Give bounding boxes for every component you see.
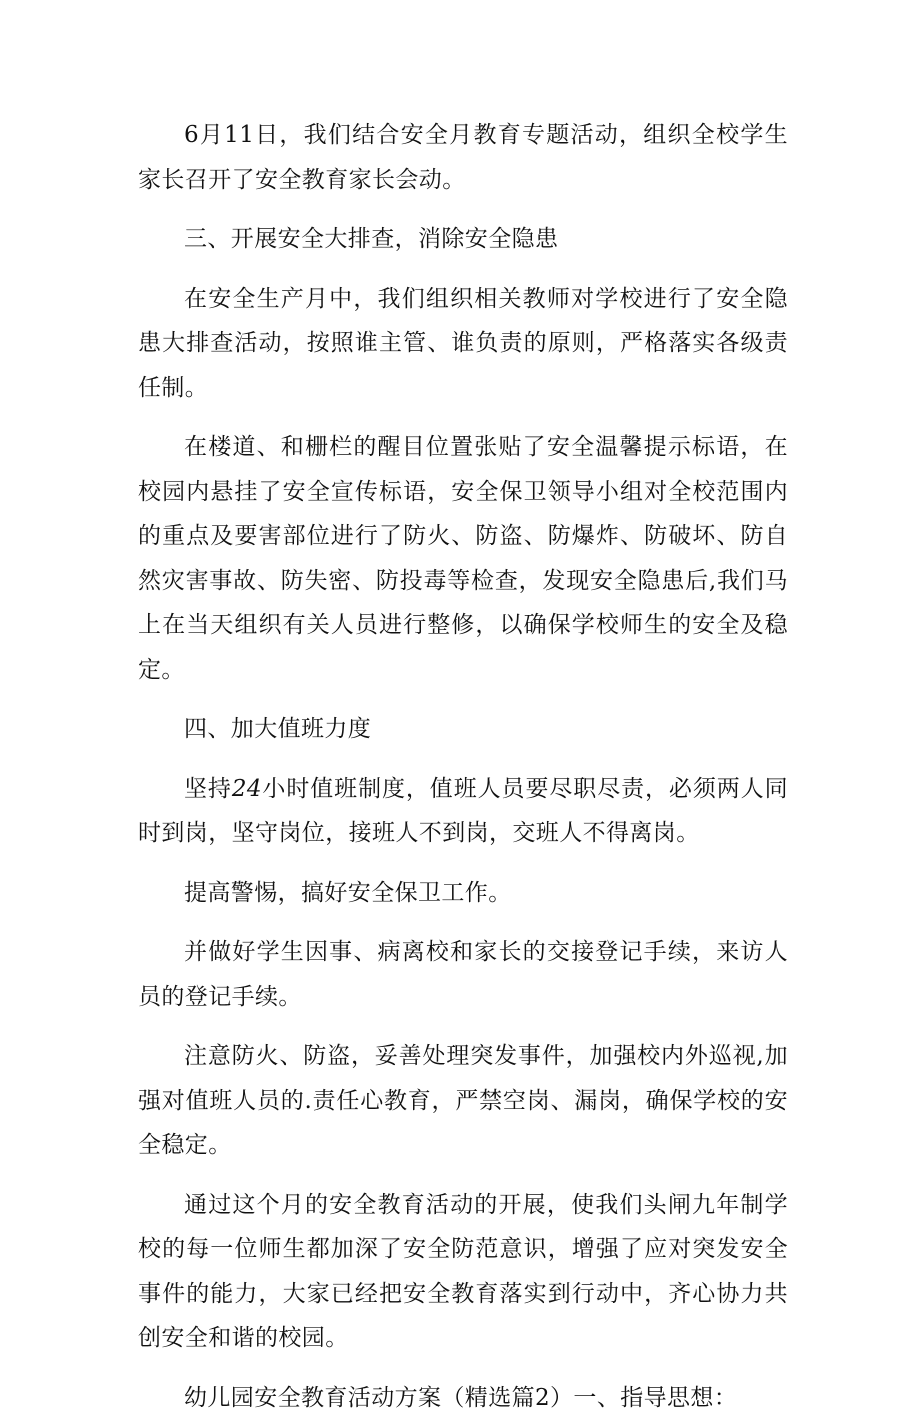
section-heading-safety-inspection: 三、开展安全大排查，消除安全隐患 <box>138 217 788 262</box>
duty-prefix: 坚持 <box>184 776 232 802</box>
paragraph-safety-slogans: 在楼道、和栅栏的醒目位置张贴了安全温馨提示标语，在校园内悬挂了安全宣传标语，安全保卫领导小组对全校范围内的重点及要害部位进行了防火、防盗、防爆炸、防破坏、防自然灾害事故、防失密、防投毒等检查，发现安全隐患后,我们马上在当天组织有关人员进行整修，以确保学校师生的安全及稳定。 <box>138 425 788 692</box>
paragraph-summary: 通过这个月的安全教育活动的开展，使我们头闸九年制学校的每一位师生都加深了安全防范意识，增强了应对突发安全事件的能力，大家已经把安全教育落实到行动中，齐心协力共创安全和谐的校园。 <box>138 1183 788 1361</box>
section-heading-duty-shift: 四、加大值班力度 <box>138 707 788 752</box>
paragraph-duty-system <box>138 767 788 856</box>
duty-hours-number: 24 <box>232 776 262 802</box>
paragraph-inspection-activity: 在安全生产月中，我们组织相关教师对学校进行了安全隐患大排查活动，按照谁主管、谁负责的原则，严格落实各级责任制。 <box>138 277 788 411</box>
paragraph-registration: 并做好学生因事、病离校和家长的交接登记手续，来访人员的登记手续。 <box>138 930 788 1019</box>
document-page <box>138 113 788 1420</box>
paragraph-parent-meeting: 6月11日，我们结合安全月教育专题活动，组织全校学生家长召开了安全教育家长会动。 <box>138 113 788 202</box>
duty-suffix: 小时值班制度，值班人员要尽职尽责，必须两人同时到岗，坚守岗位，接班人不到岗，交班人不得离岗。 <box>138 776 788 847</box>
paragraph-kindergarten-plan: 幼儿园安全教育活动方案（精选篇2）一、指导思想： <box>138 1376 788 1420</box>
paragraph-fire-prevention: 注意防火、防盗，妥善处理突发事件，加强校内外巡视,加强对值班人员的.责任心教育，严禁空岗、漏岗，确保学校的安全稳定。 <box>138 1034 788 1168</box>
paragraph-vigilance: 提高警惕，搞好安全保卫工作。 <box>138 871 788 916</box>
